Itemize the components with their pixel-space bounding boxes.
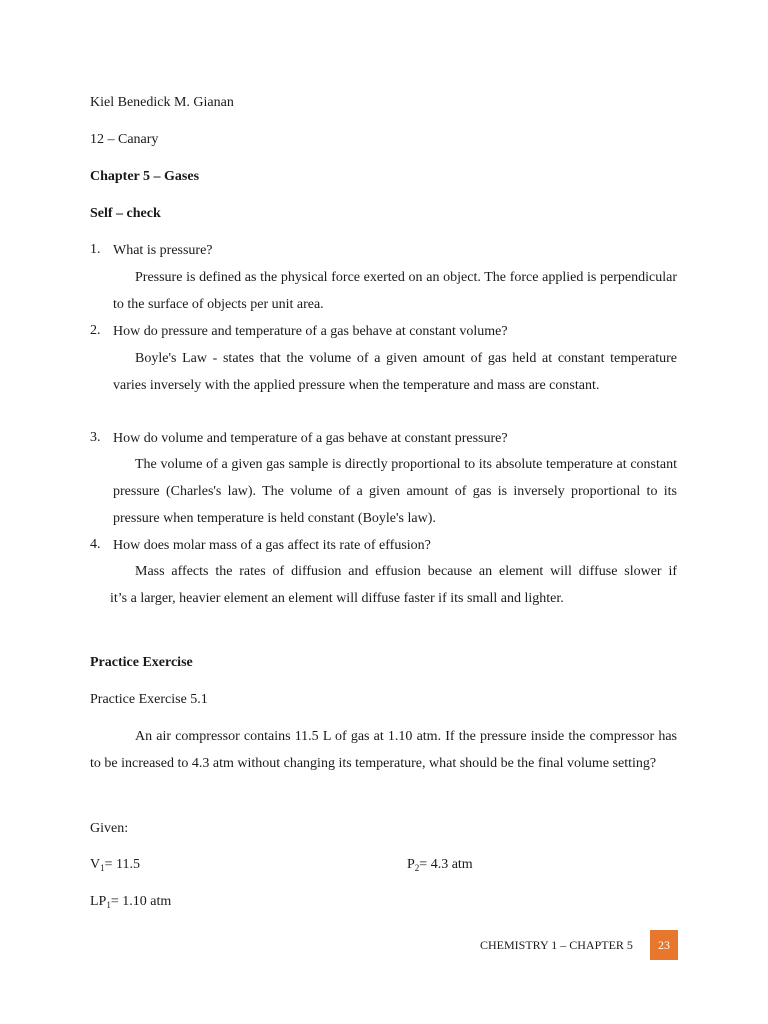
question-number: 1. — [90, 242, 101, 257]
self-check-heading: Self – check — [90, 206, 161, 221]
practice-heading: Practice Exercise — [90, 655, 193, 670]
practice-subheading: Practice Exercise 5.1 — [90, 692, 208, 707]
answer-text: The volume of a given gas sample is directly proportional to its absolute temperature at constant pressure (Charles's law). The volume of a given amount of gas is inversely proportional to its pressure when temperature is held constant (Boyle's law). — [113, 457, 677, 526]
chapter-title: Chapter 5 – Gases — [90, 169, 200, 184]
question-text: How does molar mass of a gas affect its rate of effusion? — [113, 538, 431, 553]
given-label: Given: — [90, 821, 129, 836]
question-number: 2. — [90, 323, 101, 338]
variable-subscript: 1 — [106, 900, 111, 910]
problem-text: An air compressor contains 11.5 L of gas at 1.10 atm. If the pressure inside the compressor has to be increased to 4.3 atm without changing its temperature, what should be the final volume setting? — [90, 729, 677, 771]
variable-symbol: LP — [90, 894, 107, 909]
question-number: 4. — [90, 537, 101, 552]
footer-label: CHEMISTRY 1 – CHAPTER 5 — [480, 938, 633, 952]
question-number: 3. — [90, 430, 101, 445]
given-p1 — [90, 893, 171, 911]
variable-value: = 4.3 atm — [419, 857, 473, 872]
question-text: How do pressure and temperature of a gas behave at constant volume? — [113, 324, 508, 339]
question-text: What is pressure? — [113, 243, 213, 258]
answer-text: Boyle's Law - states that the volume of a given amount of gas held at constant temperature varies inversely with the applied pressure when the temperature and mass are constant. — [113, 351, 677, 393]
answer-text: Pressure is defined as the physical force exerted on an object. The force applied is perpendicular to the surface of objects per unit area. — [113, 270, 677, 312]
variable-subscript: 2 — [414, 863, 420, 873]
variable-value: = 1.10 atm — [110, 894, 172, 909]
variable-subscript: 1 — [100, 863, 105, 873]
given-v1 — [90, 856, 140, 874]
student-name: Kiel Benedick M. Gianan — [90, 95, 234, 110]
answer-line: it’s a larger, heavier element an element will diffuse faster if its small and lighter. — [110, 591, 564, 606]
question-text: How do volume and temperature of a gas behave at constant pressure? — [113, 431, 508, 446]
page-number-badge: 23 — [650, 930, 678, 960]
section: 12 – Canary — [90, 132, 159, 147]
answer-line: Mass affects the rates of diffusion and effusion because an element will diffuse slower if — [135, 564, 677, 579]
variable-symbol: P — [407, 857, 415, 872]
variable-symbol: V — [90, 857, 101, 872]
variable-value: = 11.5 — [104, 857, 141, 872]
given-p2 — [407, 856, 473, 874]
answer-text — [110, 558, 677, 612]
